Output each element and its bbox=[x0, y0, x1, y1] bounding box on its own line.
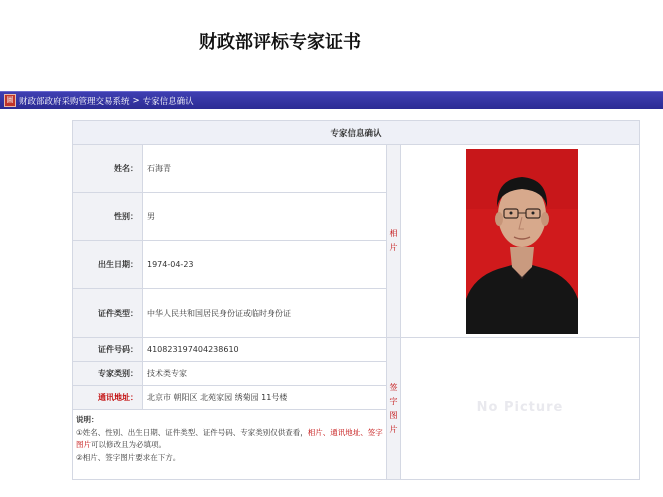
id-number-value: 410823197404238610 bbox=[143, 338, 386, 362]
instructions-note bbox=[73, 410, 386, 479]
signature-image[interactable] bbox=[401, 338, 639, 479]
notes-title: 说明： bbox=[76, 415, 99, 424]
page-title: 财政部评标专家证书 bbox=[199, 32, 361, 53]
breadcrumb-current: 专家信息确认 bbox=[142, 96, 194, 107]
photo-label: 相 片 bbox=[386, 145, 401, 338]
signature-label: 签 字 图 片 bbox=[386, 338, 401, 479]
birth-date-label: 出生日期： bbox=[73, 241, 143, 289]
id-type-label: 证件类型： bbox=[73, 289, 143, 338]
no-picture-placeholder: No Picture bbox=[476, 400, 564, 415]
breadcrumb-system[interactable]: 财政部政府采购管理交易系统 bbox=[19, 96, 130, 107]
address-label: 通讯地址： bbox=[73, 386, 143, 410]
birth-date-value: 1974-04-23 bbox=[143, 241, 386, 289]
id-type-value: 中华人民共和国居民身份证或临时身份证 bbox=[143, 289, 386, 338]
photo-cell bbox=[401, 145, 639, 338]
panel-header: 专家信息确认 bbox=[73, 121, 639, 145]
breadcrumb-separator: > bbox=[132, 95, 140, 106]
system-logo-icon: 圖 bbox=[4, 94, 16, 107]
name-value: 石海青 bbox=[143, 145, 386, 193]
notes-line-2: ②相片、签字图片要求在下方。 bbox=[76, 452, 181, 462]
name-label: 姓名： bbox=[73, 145, 143, 193]
expert-info-panel bbox=[72, 120, 640, 480]
gender-label: 性别： bbox=[73, 193, 143, 241]
gender-value: 男 bbox=[143, 193, 386, 241]
expert-type-value: 技术类专家 bbox=[143, 362, 386, 386]
expert-type-label: 专家类别： bbox=[73, 362, 143, 386]
id-number-label: 证件号码： bbox=[73, 338, 143, 362]
notes-line-1: ①姓名、性别、出生日期、证件类型、证件号码、专家类别仅供查看，相片、通讯地址、签字图片可以修改且为必填项。 bbox=[76, 427, 383, 449]
address-field[interactable]: 北京市 朝阳区 北苑家园 绣菊园 11号楼 bbox=[143, 386, 386, 410]
expert-photo[interactable] bbox=[466, 149, 578, 334]
breadcrumb-bar bbox=[0, 91, 663, 109]
